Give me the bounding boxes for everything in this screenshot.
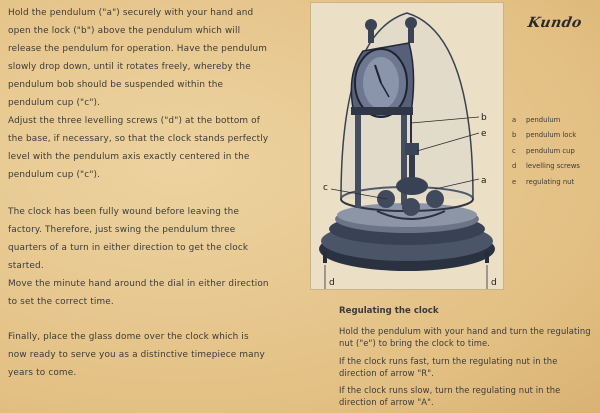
callout-a: a: [481, 176, 487, 186]
legend-item: b pendulum lock: [512, 131, 577, 140]
callout-c: c: [323, 183, 328, 193]
instruction-hold-pendulum: Hold the pendulum ("a") securely with your hand and open the lock ("b") above the pendulum which will release the pendulum for operation. Have the pendulum slowly drop down, until it rotates freely, whereby the pendulum bob should be suspended within the pendulum cup ("c").: [8, 8, 268, 108]
instruction-start-clock: The clock has been fully wound before leaving the factory. Therefore, just swing the pendulum three quarters of a turn in either direction to get the clock started.: [8, 207, 249, 271]
instruction-place-dome: Finally, place the glass dome over the clock which is now ready to serve you as a distinctive timepiece many years to come.: [8, 332, 265, 378]
legend-item: e regulating nut: [512, 177, 575, 186]
legend-item: c pendulum cup: [512, 146, 575, 155]
legend-item: a pendulum: [512, 116, 561, 124]
callout-d-right: d: [491, 278, 497, 288]
instruction-set-time: Move the minute hand around the dial in either direction to set the correct time.: [8, 279, 269, 307]
regulating-slow: If the clock runs slow, turn the regulating nut in the direction of arrow "A".: [339, 385, 561, 407]
clock-illustration: [310, 2, 504, 290]
regulating-fast: If the clock runs fast, turn the regulating nut in the direction of arrow "R".: [339, 356, 558, 378]
regulating-instruction: Hold the pendulum with your hand and turn the regulating nut ("e") to bring the clock to time.: [339, 326, 591, 348]
legend-item: d levelling screws: [512, 162, 580, 171]
brand-logo: Kundo: [526, 15, 584, 31]
instruction-adjust-levelling: Adjust the three levelling screws ("d") at the bottom of the base, if necessary, so that the clock stands perfectly level with the pendulum axis exactly centered in the pendulum cup ("c").: [8, 116, 269, 180]
callout-b: b: [481, 113, 487, 123]
parts-legend: [512, 113, 580, 190]
callout-d-left: d: [329, 278, 335, 288]
regulating-heading: Regulating the clock: [339, 306, 439, 316]
callout-e: e: [481, 129, 487, 139]
